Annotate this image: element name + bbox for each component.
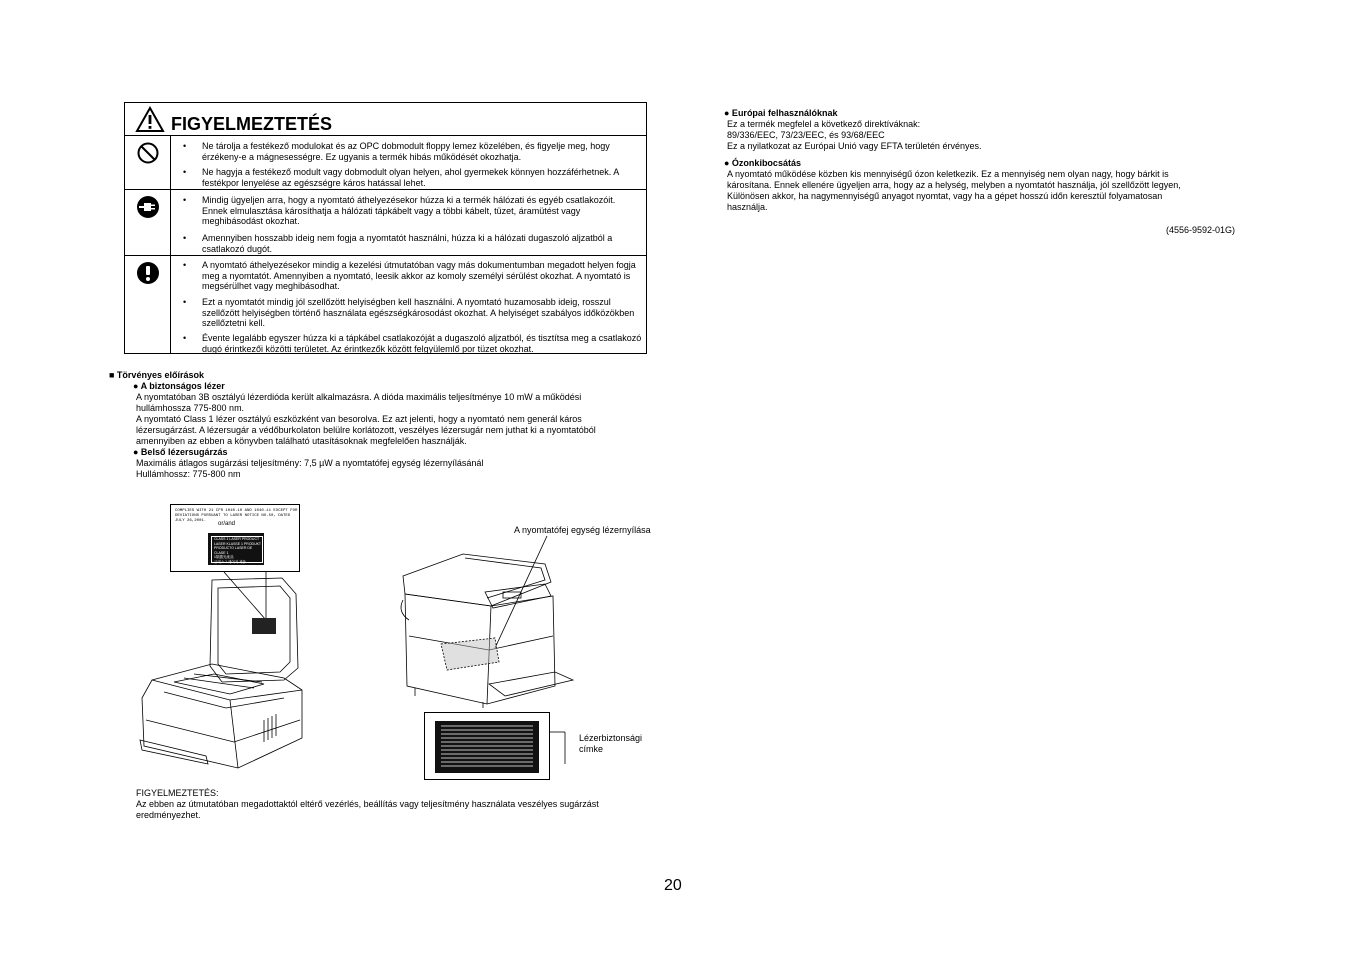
label-top-line: DEVIATIONS PURSUANT TO LASER NOTICE NO.50, DATED JULY 26,2001. (175, 514, 291, 523)
caption-line: címke (579, 744, 604, 754)
label-box-line: PRODUCTO LASER DE CLASE 1 (214, 546, 253, 555)
eu-line: 89/336/EEC, 73/23/EEC, és 93/68/EEC (727, 130, 885, 140)
page-number: 20 (664, 877, 682, 894)
laser-label-figure (170, 504, 300, 572)
warning-text: Évente legalább egyszer húzza ki a tápkábel csatlakozóját a dugaszoló aljzatból, és tisztítsa meg a csatlakozó dugó érintkezői közötti területet. Az érintkezők között felgyülemlő por tüzet okozhat. (202, 333, 642, 354)
bullet: • (183, 297, 187, 307)
laser-line: hullámhossza 775-800 nm. (136, 403, 245, 413)
ozone-line: A nyomtató működése közben kis mennyiségű ózon keletkezik. Ez a mennyiség nem olyan nagy, hogy bárkit is (727, 169, 1169, 179)
safety-label-lines (435, 721, 539, 773)
laser-heading: ● A biztonságos lézer (133, 381, 225, 391)
caption-aperture: A nyomtatófej egység lézernyílása (514, 525, 651, 535)
bullet: • (183, 195, 187, 205)
label-andor: or/and (218, 521, 236, 527)
warning-text: Ne hagyja a festékező modult vagy dobmodult olyan helyen, ahol gyermekek könnyen hozzáférhetnek. A festékpor lenyelése az egészségre káros hatással lehet. (202, 167, 619, 188)
warning-header (125, 103, 646, 136)
eu-heading: ● Európai felhasználóknak (724, 108, 838, 118)
label-top-text (175, 509, 299, 524)
label-box-line: LASER KLASSE 1 PRODUKT (214, 541, 262, 546)
safety-label-figure (424, 712, 550, 780)
exclamation-icon (136, 261, 160, 285)
printer-open-illustration (134, 570, 306, 780)
prohibition-icon (136, 141, 160, 165)
label-box-line: CLASS 1 LASER PRODUCT (214, 537, 260, 541)
warning-text: Amennyiben hosszabb ideig nem fogja a nyomtatót használni, húzza ki a hálózati dugaszoló aljzatból a csatlakozó dugót. (202, 233, 613, 254)
warning-text: Ne tárolja a festékező modulokat és az OPC dobmodult floppy lemez közelében, és figyelje meg, hogy érzékeny-e a mágnesességre. Ez ugyanis a termék hibás működését okozhatja. (202, 141, 610, 162)
caption-line: Lézerbiztonsági (579, 733, 643, 743)
eu-line: Ez a nyilatkozat az Európai Unió vagy EFTA területén érvényes. (727, 141, 982, 151)
warning-triangle-icon (135, 106, 165, 133)
label-box-line: 클래스 1 레이저 제품 (214, 559, 246, 564)
bullet: • (183, 167, 187, 177)
label-top-line: COMPLIES WITH 21 CFR 1040.10 AND 1040.11 EXCEPT FOR (175, 509, 298, 513)
warning-text: Ezt a nyomtatót mindig jól szellőzött helyiségben kell használni. A nyomtató huzamosabb ideig, rosszul szellőzött helyiségben történő használata egészségkárosodást okozhat. A helyiséget szabályos időközökben szellőztetni kell. (202, 297, 635, 328)
footer-warning-line: eredményezhet. (136, 810, 201, 820)
warning-row-unplug (125, 190, 646, 256)
footer-warning-title: FIGYELMEZTETÉS: (136, 788, 219, 798)
warning-row-exclamation (125, 256, 646, 354)
laser-line: A nyomtató Class 1 lézer osztályú eszközként van besorolva. Ez azt jelenti, hogy a nyomtató nem generál káros (136, 414, 582, 424)
label-leader-line (550, 728, 570, 768)
bullet: • (183, 233, 187, 243)
document-code: (4556-9592-01G) (1166, 225, 1236, 235)
footer-warning-line: Az ebben az útmutatóban megadottaktól eltérő vezérlés, beállítás vagy teljesítmény használata veszélyes sugárzást (136, 799, 599, 809)
warning-box (124, 102, 647, 354)
ozone-line: Különösen akkor, ha nagymennyiségű anyagot nyomtat, vagy ha a gépet hosszú időn keresztül folyamatosan (727, 191, 1163, 201)
regs-heading: ■ Törvényes előírások (109, 370, 204, 380)
ozone-line: károsítana. Ennek ellenére ügyeljen arra, hogy az a helység, melyben a nyomtatót használja, jól szellőzött legyen, (727, 180, 1181, 190)
warning-row-prohibition (125, 136, 646, 190)
warning-text: Mindig ügyeljen arra, hogy a nyomtató áthelyezésekor húzza ki a termék hálózati és egyéb csatlakozóit. Ennek elmulasztása károsíthatja a hálózati tápkábelt vagy a többi kábelt, tüzet, áramütést vagy meghibásodást okozhat. (202, 195, 616, 226)
bullet: • (183, 260, 187, 270)
safety-label-plate (435, 721, 539, 773)
laser-line: amennyiben az ebben a könyvben található utasításoknak megfelelően használják. (136, 436, 467, 446)
warning-text: A nyomtató áthelyezésekor mindig a kezelési útmutatóban vagy más dokumentumban megadott helyen fogja meg a nyomtatót. Amennyiben a nyomtató, leesik akkor az komoly személyi sérülést okozhat. A nyomtató is megsérülhet vagy meghibásodhat. (202, 260, 636, 291)
bullet: • (183, 333, 187, 343)
row-icon-cell (125, 190, 171, 255)
unplug-icon (136, 195, 160, 219)
ozone-line: használja. (727, 202, 768, 212)
label-box-line: 1類激光產品 (214, 555, 234, 560)
row-icon-cell (125, 256, 171, 354)
internal-line: Hullámhossz: 775-800 nm (136, 469, 241, 479)
eu-line: Ez a termék megfelel a következő direktíváknak: (727, 119, 921, 129)
internal-line: Maximális átlagos sugárzási teljesítmény: 7,5 µW a nyomtatófej egység lézernyílásánál (136, 458, 484, 468)
row-icon-cell (125, 136, 171, 189)
warning-title: FIGYELMEZTETÉS (171, 114, 333, 134)
laser-class-label (208, 533, 264, 565)
laser-line: A nyomtatóban 3B osztályú lézerdióda került alkalmazásra. A dióda maximális teljesítménye 10 mW a működési (136, 392, 582, 402)
laser-line: lézersugárzást. A lézersugár a védőburkolaton belülre korlátozott, veszélyes lézersugár nem juthat ki a nyomtatóból (136, 425, 596, 435)
laser-class-label-text (211, 536, 263, 563)
caption-safety-label (579, 733, 642, 755)
ozone-heading: ● Ózonkibocsátás (724, 158, 801, 168)
bullet: • (183, 141, 187, 151)
internal-heading: ● Belső lézersugárzás (133, 447, 228, 457)
